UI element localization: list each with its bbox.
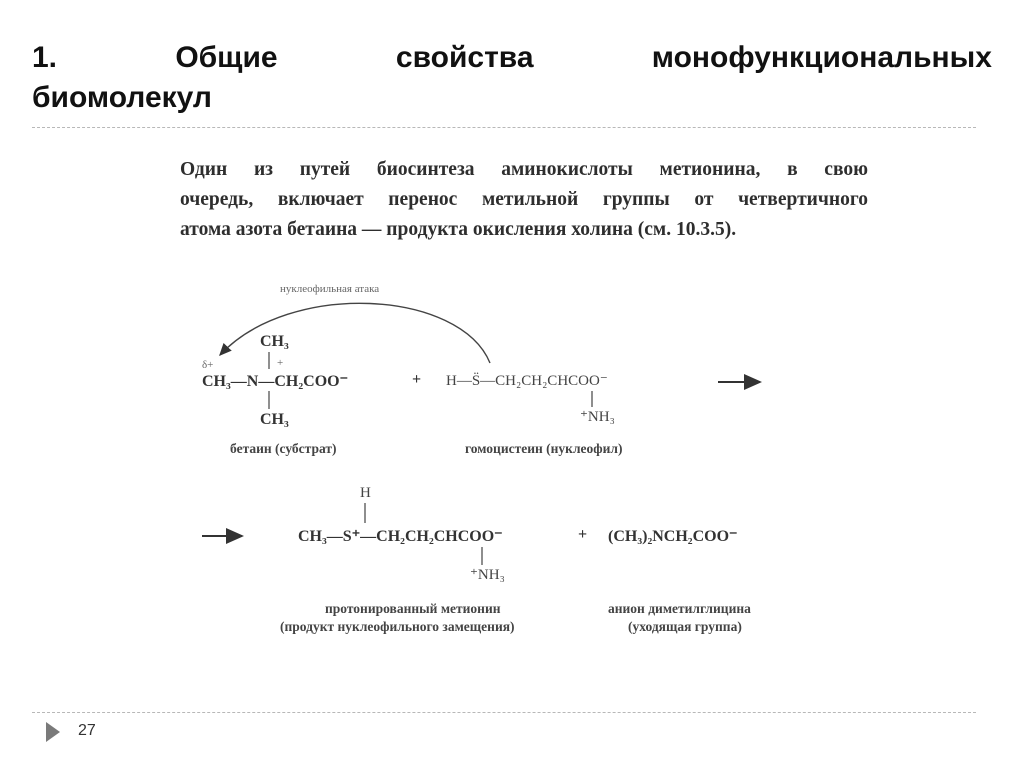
homocysteine-formula: H—S̈—CH₂CH₂CHCOO⁻ (446, 373, 608, 389)
reaction-figure (180, 155, 880, 655)
play-arrow-icon (46, 722, 60, 742)
betaine-bottom-ch3: CH₃ (260, 411, 289, 428)
betaine-top-ch3: CH₃ (260, 333, 289, 350)
plus-sign-2: + (578, 526, 588, 543)
footer-divider (32, 712, 976, 713)
title-word: Общие (175, 41, 278, 74)
title-word: 1. (32, 41, 58, 74)
plus-sign: + (412, 371, 422, 388)
title-line-1 (32, 38, 992, 78)
reaction-arrows (180, 155, 880, 655)
page-number: 27 (78, 722, 96, 739)
methionine-formula: CH₃—S⁺—CH₂CH₂CHCOO⁻ (298, 528, 503, 545)
methionine-caption-1: протонированный метионин (325, 601, 501, 616)
title-line-2: биомолекул (32, 81, 212, 114)
dimethylglycine-caption-2: (уходящая группа) (628, 619, 742, 634)
attack-label: нуклеофильная атака (280, 283, 380, 295)
paragraph-line: очередь, включает перенос метильной группы от четвертичного (180, 189, 868, 210)
paragraph-line: Один из путей биосинтеза аминокислоты метионина, в свою (180, 159, 868, 180)
dimethylglycine-formula: (CH₃)₂NCH₂COO⁻ (608, 528, 738, 545)
paragraph-line: атома азота бетаина — продукта окисления холина (см. 10.3.5). (180, 219, 737, 240)
dimethylglycine-caption-1: анион диметилглицина (608, 601, 751, 616)
betaine-delta: δ+ (202, 359, 214, 371)
methionine-caption-2: (продукт нуклеофильного замещения) (280, 619, 515, 634)
betaine-plus-charge: + (277, 357, 284, 369)
title-word: монофункциональных (651, 41, 992, 74)
homocysteine-nh3: ⁺NH₃ (580, 409, 615, 425)
product-h: H (360, 485, 371, 501)
slide-title (32, 38, 992, 118)
betaine-caption: бетаин (субстрат) (230, 441, 337, 456)
title-divider (32, 127, 976, 128)
homocysteine-caption: гомоцистеин (нуклеофил) (465, 441, 623, 456)
title-word: свойства (395, 41, 534, 74)
betaine-formula: CH₃—N—CH₂COO⁻ (202, 373, 349, 390)
methionine-nh3: ⁺NH₃ (470, 567, 505, 583)
